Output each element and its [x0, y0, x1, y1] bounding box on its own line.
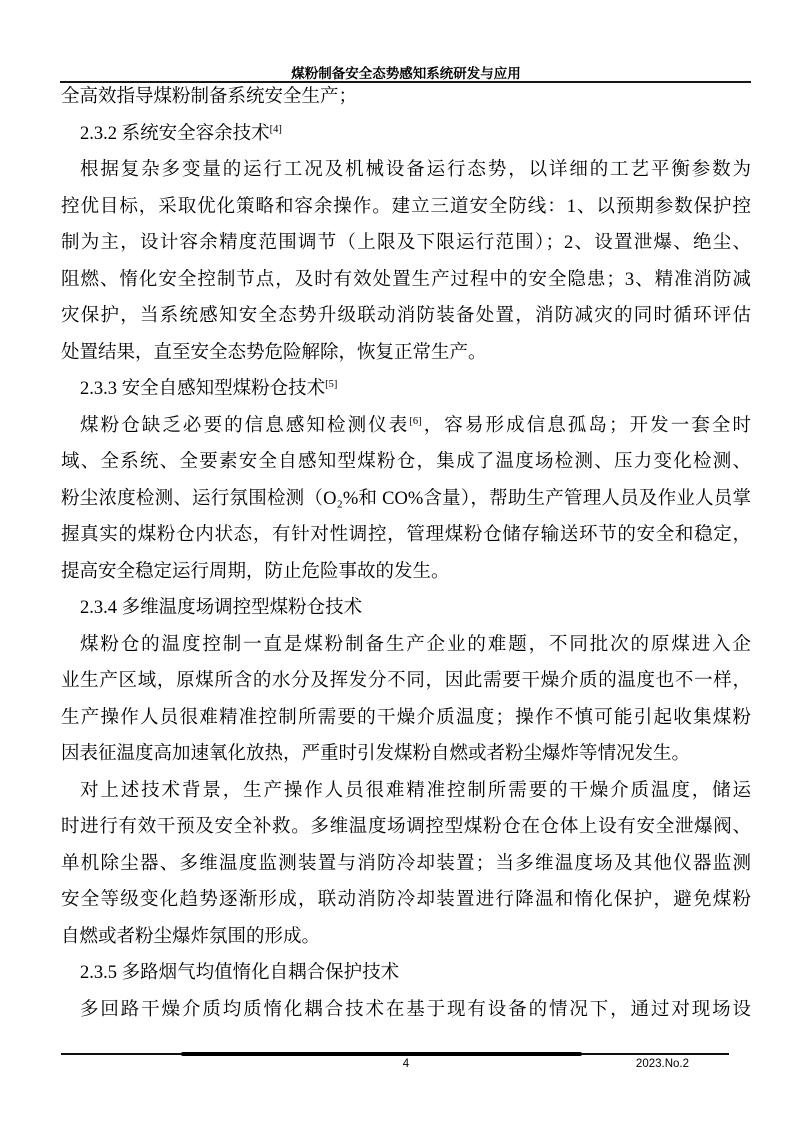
- body-line: 业生产区域，原煤所含的水分及挥发分不同，因此需要干燥介质的温度也不一样，: [61, 671, 751, 691]
- body-line: [61, 408, 751, 445]
- body-text: [61, 79, 751, 1028]
- body-line: 对上述技术背景，生产操作人员很难精准控制所需要的干燥介质温度，储运: [80, 780, 751, 801]
- body-line: 全高效指导煤粉制备系统安全生产；: [61, 87, 358, 107]
- body-line: 多回路干燥介质均质惰化耦合技术在基于现有设备的情况下，通过对现场设: [80, 999, 751, 1020]
- body-line: 处置结果，直至安全态势危险解除，恢复正常生产。: [61, 342, 487, 363]
- body-line: 握真实的煤粉仓内状态，有针对性调控，管理煤粉仓储存输送环节的安全和稳定，: [61, 525, 751, 545]
- body-text-segment: ，容易形成信息孤岛；开发一套全时: [421, 415, 751, 436]
- body-line: 制为主，设计容余精度范围调节（上限及下限运行范围）；2、设置泄爆、绝尘、: [61, 233, 751, 253]
- body-line: 因表征温度高加速氧化放热，严重时引发煤粉自燃或者粉尘爆炸等情况发生。: [61, 744, 691, 764]
- body-line: 阻燃、惰化安全控制节点，及时有效处置生产过程中的安全隐患；3、精准消防减: [61, 269, 751, 290]
- heading-text: 2.3.3 安全自感知型煤粉仓技术: [80, 379, 326, 399]
- body-line: 单机除尘器、多维温度监测装置与消防冷却装置；当多维温度场及其他仪器监测: [61, 853, 751, 874]
- footer-rule: [61, 1053, 729, 1055]
- page-number: 4: [402, 1058, 410, 1070]
- citation-ref: [4]: [269, 123, 282, 135]
- body-line: 提高安全稳定运行周期，防止危险事故的发生。: [61, 561, 450, 582]
- citation-ref: [5]: [325, 379, 338, 390]
- body-line: 时进行有效干预及安全补救。多维温度场调控型煤粉仓在仓体上设有安全泄爆阀、: [61, 817, 751, 837]
- body-line: 粉尘浓度检测、运行氛围检测（O₂%和 CO%含量），帮助生产管理人员及作业人员掌: [61, 488, 751, 509]
- heading-text: 2.3.2 系统安全容余技术: [80, 123, 270, 144]
- section-heading-2-3-4: 2.3.4 多维温度场调控型煤粉仓技术: [80, 598, 363, 618]
- body-line: 控优目标，采取优化策略和容余操作。建立三道安全防线：1、以预期参数保护控: [61, 196, 751, 217]
- section-heading-2-3-3: [61, 371, 751, 408]
- body-line: 根据复杂多变量的运行工况及机械设备运行态势，以详细的工艺平衡参数为: [80, 160, 751, 180]
- section-heading-2-3-2: [61, 116, 751, 153]
- citation-ref: [6]: [409, 415, 422, 427]
- body-line: 生产操作人员很难精准控制所需要的干燥介质温度；操作不慎可能引起收集煤粉: [61, 707, 751, 728]
- body-line: 自燃或者粉尘爆炸氛围的形成。: [61, 926, 321, 947]
- body-line: 灾保护，当系统感知安全态势升级联动消防装备处置，消防减灾的同时循环评估: [61, 306, 751, 326]
- body-line: 域、全系统、全要素安全自感知型煤粉仓，集成了温度场检测、压力变化检测、: [61, 452, 751, 472]
- section-heading-2-3-5: 2.3.5 多路烟气均值惰化自耦合保护技术: [80, 963, 400, 983]
- running-header-title: 煤粉制备安全态势感知系统研发与应用: [291, 66, 521, 81]
- body-line: 安全等级变化趋势逐渐形成，联动消防冷却装置进行降温和惰化保护，避免煤粉: [61, 890, 751, 910]
- journal-issue-label: 2023.No.2: [635, 1058, 689, 1070]
- body-text-segment: 煤粉仓缺乏必要的信息感知检测仪表: [80, 415, 410, 436]
- body-line: 煤粉仓的温度控制一直是煤粉制备生产企业的难题，不同批次的原煤进入企: [80, 634, 751, 655]
